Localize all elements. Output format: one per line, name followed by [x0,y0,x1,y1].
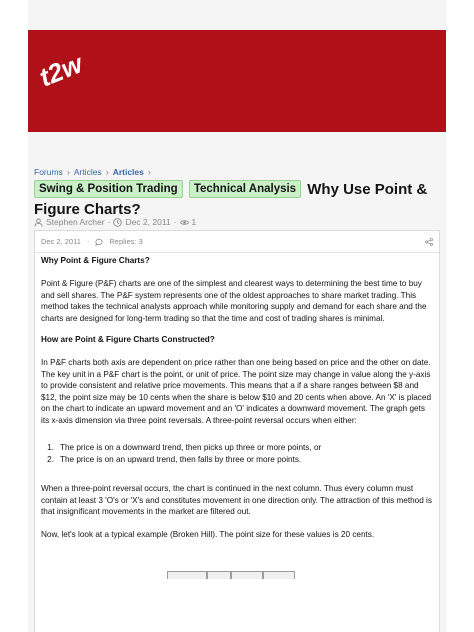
list-item [41,442,435,454]
clock-icon [113,218,122,227]
meta-separator: · [173,217,177,227]
list-text: The price is on a downward trend, then picks up three or more points, or [60,443,322,452]
logo-text: t2w [35,48,87,93]
user-icon [34,218,43,227]
meta-separator: · [86,237,90,246]
list-number: 2. [47,454,54,464]
post-card [34,230,440,632]
share-icon[interactable] [425,238,433,246]
chevron-right-icon: › [147,167,151,177]
thread-meta [34,217,196,227]
breadcrumb [34,167,151,177]
tag-technical-analysis[interactable]: Technical Analysis [189,180,301,198]
heading-construction [41,334,435,346]
thread-title-text: Why Use Point & Figure Charts? [34,181,428,218]
eye-icon [180,218,189,227]
chevron-right-icon: › [105,167,109,177]
breadcrumb-forums[interactable]: Forums [34,167,63,177]
paragraph-construction: In P&F charts both axis are dependent on price rather than one being based on price and the other on date. The key unit in a P&F chart is the point, or unit of price. The point size may change in value along the y-axis to provide consistent and relative price movements. This means that a if a share ranges between $8 and $12, the point size may be 10 cents when the share is below $10 and 20 cents when above. An 'X' is placed on the chart to indicate an upward movement and an 'O' indicates a downward movement. The graph gets its x-axis dimension via three point reversals. A three-point reversal occurs when either: [41,358,432,425]
paragraph-example: Now, let's look at a typical example (Broken Hill). The point size for these values is 20 cents. [41,530,375,539]
list-text: The price is on an upward trend, then falls by three or more points. [60,454,302,464]
list-number: 1. [47,443,54,452]
replies-icon [95,238,103,246]
t2w-logo-icon [34,36,94,98]
thread-views: 1 [191,217,197,227]
heading-why-pf-text: Why Point & Figure Charts? [41,256,150,265]
post-replies[interactable]: Replies: 3 [109,237,143,246]
thread-author[interactable]: Stephen Archer [46,217,105,227]
table-header-cell [167,571,207,579]
page [28,0,446,632]
table-header-cell [207,571,231,579]
list-item [41,454,435,466]
reversal-list [41,442,435,465]
site-logo[interactable] [34,36,94,98]
heading-construction-text: How are Point & Figure Charts Constructed? [41,335,215,344]
tag-swing-position-trading[interactable]: Swing & Position Trading [34,180,183,198]
post-header [35,231,439,253]
paragraph-intro: Point & Figure (P&F) charts are one of the simplest and clearest ways to determining the best time to buy and sell shares. The P&F system represents one of the oldest approaches to share market trading. This method takes the technical analysts approach while monitoring supply and demand for each share and the charts are designed for long-term trading so that the time and cost of trading shares is minimal. [41,279,427,323]
table-header-cell [231,571,263,579]
site-header-banner [28,30,446,132]
chevron-right-icon: › [66,167,70,177]
post-date[interactable]: Dec 2, 2011 [41,237,81,246]
paragraph-reversal: When a three-point reversal occurs, the chart is continued in the next column. Thus every column must contain at least 3 'O's or 'X's and constitutes movement in one direction only. The attraction of this method is that insignificant movements in the market are filtered out. [41,484,432,517]
breadcrumb-articles[interactable]: Articles [73,167,102,177]
data-table-header [167,571,295,579]
table-header-cell [263,571,295,579]
page-title [34,180,440,220]
thread-date[interactable]: Dec 2, 2011 [125,217,171,227]
breadcrumb-articles-current[interactable]: Articles [112,167,144,177]
heading-why-pf [41,255,435,267]
meta-separator: · [107,217,111,227]
